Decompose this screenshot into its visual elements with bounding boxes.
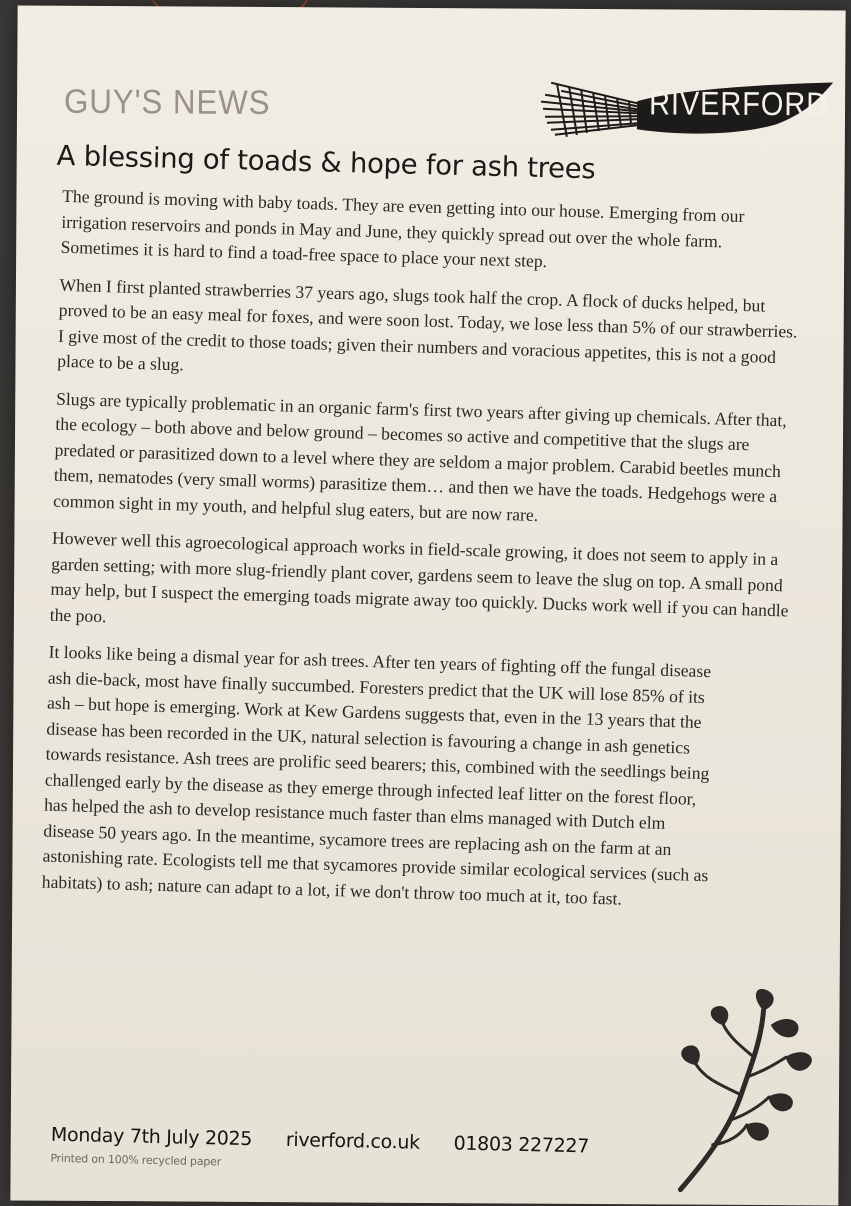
website-link[interactable]: riverford.co.uk <box>285 1128 421 1154</box>
phone-number: 01803 227227 <box>453 1132 590 1158</box>
brand-name: RIVERFORD <box>648 84 829 123</box>
article-paragraph: However well this agroecological approach works in field-scale growing, it does not seem to apply in a garden setting; with more slug-friendly plant cover, gardens seem to leave the slug on top. A small pond may help, but I suspect the emerging toads migrate away too quickly. Ducks work well if you can handle the poo. <box>49 527 789 626</box>
article-paragraph-part: In the meantime, sycamore trees are replacing ash on the farm at an astonishing rate. Ecologists tell me that sycamores provide similar ecological services (such as habitats) to ash; nature can adapt to a lot, if we don't throw too much at it, too fast. <box>41 824 709 909</box>
issue-date: Monday 7th July 2025 <box>50 1123 253 1151</box>
article-paragraph: When I first planted strawberries 37 years ago, slugs took half the crop. A flock of ducks helped, but proved to be an easy meal for foxes, and were soon lost. Today, we lose less than 5% of our strawberries. I give most of the credit to those toads; given their numbers and voracious appetites, this is not a good place to be a slug. <box>57 274 798 375</box>
article-headline: A blessing of toads & hope for ash trees <box>56 139 596 186</box>
article-paragraph-part: It looks like being a dismal year for ash trees. After ten years of fighting off the fungal disease ash die-back, most have finally succumbed. Foresters predict that the UK will lose 85% of its ash – but hope is emerging. Work at Kew Gardens suggests that, even in the 13 years that the disease has been recorded in the UK, natural selection is favouring a change in ash genetics towards resistance. Ash trees are prolific seed bearers; this, combined with the seedlings being challenged early by the disease as they emerge through infected leaf litter on the forest floor, has helped the ash to develop resistance much faster than elms managed with Dutch elm disease 50 years ago. <box>43 641 712 845</box>
newsletter-sheet <box>10 5 845 1205</box>
footer <box>50 1124 617 1177</box>
article-paragraph: The ground is moving with baby toads. They are even getting into our house. Emerging from our irrigation reservoirs and ponds in May and June, they quickly spread out over the whole farm. Sometimes it is hard to find a toad-free space to place your next step. <box>60 185 745 272</box>
section-label: GUY'S NEWS <box>63 82 271 123</box>
article-body <box>41 184 804 929</box>
sycamore-sprig-icon <box>650 984 821 1195</box>
riverford-logo <box>537 73 837 147</box>
recycled-paper-note: Printed on 100% recycled paper <box>50 1151 222 1169</box>
article-paragraph <box>41 640 718 915</box>
article-paragraph: Slugs are typically problematic in an organic farm's first two years after giving up chemicals. After that, the ecology – both above and below ground – becomes so active and competitive that the slugs are predated or parasitized down to a level where they are seldom a major problem. Carabid beetles munch them, nematodes (very small worms) parasitize them… and then we have the toads. Hedgehogs were a common sight in my youth, and helpful slug eaters, but are now rare. <box>52 388 787 525</box>
